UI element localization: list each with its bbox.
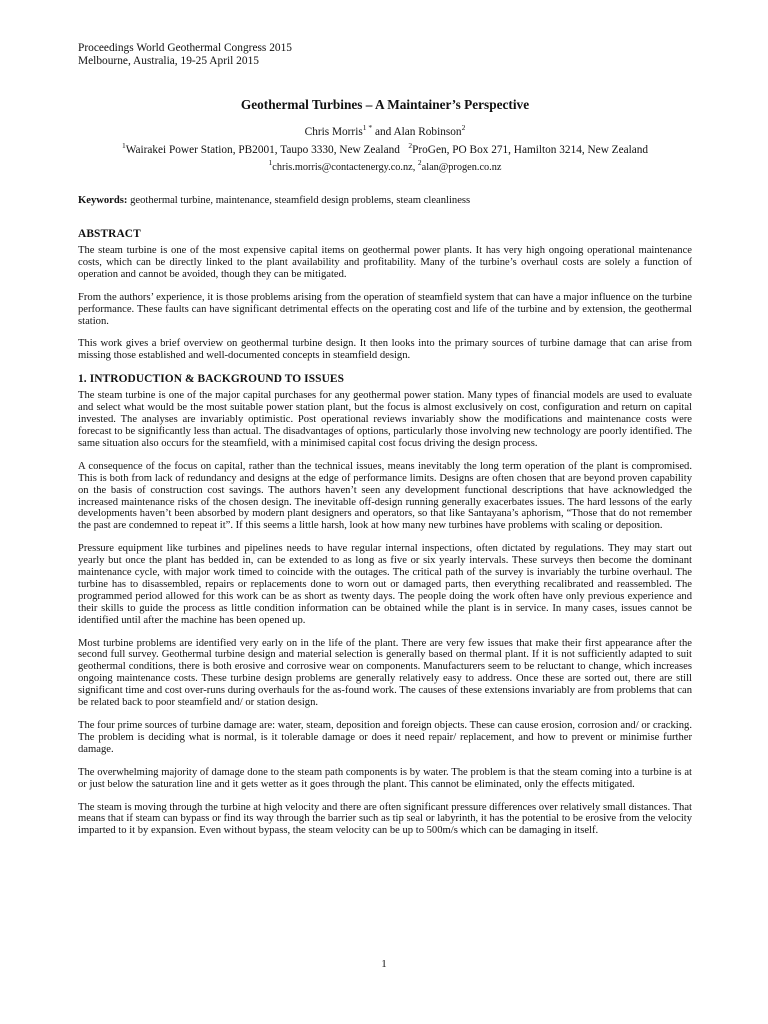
paper-title: Geothermal Turbines – A Maintainer’s Perspective — [240, 97, 530, 112]
conference-header — [78, 42, 692, 67]
email-address[interactable]: alan@progen.co.nz — [421, 162, 502, 173]
author-name: Chris Morris — [304, 126, 363, 138]
author-name: Alan Robinson — [393, 126, 462, 138]
email-line — [78, 158, 692, 173]
email-superscript: 1 — [268, 158, 273, 167]
author-line — [78, 123, 692, 138]
body-paragraph: The steam is moving through the turbine at high velocity and there are often significant pressure differences over relatively small distances. That means that if steam can bypass or find its way through the barrier such as tip seal or labyrinth, it has the potential to be erosive from the velocity imparted to it by expansion. Even without bypass, the steam velocity can be up to 500m/s which can be damaging in itself. — [78, 801, 692, 837]
body-paragraph: The steam turbine is one of the major capital purchases for any geothermal power station. Many types of financial models are used to evaluate and select what would be the most suitable power station plant, but the focus is almost exclusively on cost, configuration and return on capital invested. The analyses are invariably optimistic. Post operational reviews invariably show the modifications and maintenance costs were forecast to be significantly less than actual. The disadvantages of options, particularly those involving new technology are poorly identified. The same situation also occurs for the steamfield, with a minimised capital cost focus driving the design process. — [78, 390, 692, 449]
author-superscript: 2 — [461, 123, 466, 132]
author-superscript: 1 * — [362, 123, 373, 132]
affiliation: ProGen, PO Box 271, Hamilton 3214, New Zealand — [412, 144, 649, 156]
body-paragraph: A consequence of the focus on capital, rather than the technical issues, means inevitably the long term operation of the plant is compromised. This is both from lack of redundancy and designs at the edge of performance limits. Designs are often chosen that are beyond proven capability on the basis of construction cost savings. The authors haven’t seen any development functional descriptions that have acknowledged the increased maintenance risks of the chosen design. The inevitable off-design running generally exacerbates issues. The hard lessons of the early developments haven’t been absorbed by modern plant designers and operators, so that like Santayana’s aphorism, “Those that do not remember the past are condemned to repeat it”. If this seems a little harsh, look at how many new turbines have problems with scaling or deposition. — [78, 460, 692, 532]
email-address[interactable]: chris.morris@contactenergy.co.nz, — [272, 162, 416, 173]
conference-location: Melbourne, Australia, 19-25 April 2015 — [78, 54, 259, 67]
abstract-paragraph: The steam turbine is one of the most expensive capital items on geothermal power plants. It has very high ongoing operational maintenance costs, which can be directly linked to the plant availability and profitability. Many of the turbine’s overhaul costs are solely a function of operation and cannot be avoided, though they can be mitigated. — [78, 245, 692, 280]
abstract-paragraph: From the authors’ experience, it is those problems arising from the operation of steamfield system that can have a major influence on the turbine performance. These faults can have significant detrimental effects on the operating cost and life of the turbine and by extension, the geothermal station. — [78, 291, 692, 327]
author-conjunction: and — [374, 126, 392, 138]
page-number: 1 — [381, 958, 387, 970]
abstract-paragraph: This work gives a brief overview on geothermal turbine design. It then looks into the primary sources of turbine damage that can arise from missing those established and well-documented concepts in steamfield design. — [78, 338, 692, 362]
keywords — [78, 195, 692, 206]
abstract-heading: ABSTRACT — [78, 228, 141, 240]
affiliation: Wairakei Power Station, PB2001, Taupo 3330, New Zealand — [125, 144, 400, 156]
paper-page — [78, 42, 692, 848]
keywords-label: Keywords: — [78, 195, 128, 206]
affiliation-line — [78, 141, 692, 156]
body-paragraph: The four prime sources of turbine damage are: water, steam, deposition and foreign objects. These can cause erosion, corrosion and/ or cracking. The problem is deciding what is normal, is it tolerable damage or does it need repair/ replacement, and how to prevent or minimise further damage. — [78, 720, 692, 755]
email-superscript: 2 — [417, 158, 422, 167]
body-paragraph: Pressure equipment like turbines and pipelines needs to have regular internal inspections, often dictated by regulations. They may start out yearly but once the plant has bedded in, can be extended to as long as five or six yearly intervals. These surveys then become the dominant maintenance cycle, with major work timed to coincide with the outages. The critical path of the survey is invariably the turbine overhaul. The turbine has to disassembled, repairs or replacements done to worn out or damaged parts, then everything recalibrated and reassembled. The programmed period allowed for this work can be as short as twenty days. The people doing the work often have only previous experience and their skills to guide the process as little condition information can be obtained while the plant is in service. In many cases, issues cannot be identified until after the machine has been opened up. — [78, 543, 692, 626]
affiliation-superscript: 1 — [121, 141, 126, 150]
body-paragraph: Most turbine problems are identified very early on in the life of the plant. There are very few issues that make their first appearance after the second full survey. Geothermal turbine design and material selection is generally based on thermal plant. If it is not sufficiently adapted to suit geothermal conditions, there is both erosive and corrosive wear on components. Manufacturers seem to be reluctant to change, which increases ongoing maintenance costs. These turbine design problems are generally relatively easy to address. Once these are sorted out, there are still significant time and cost over-runs during overhauls for the as-found work. The causes of these extensions invariably are from problems that can be related back to poor steamfield and/ or station design. — [78, 637, 692, 709]
conference-name: Proceedings World Geothermal Congress 2015 — [78, 42, 292, 54]
section-heading: 1. INTRODUCTION & BACKGROUND TO ISSUES — [78, 373, 345, 386]
affiliation-superscript: 2 — [408, 141, 413, 150]
body-paragraph: The overwhelming majority of damage done to the steam path components is by water. The problem is that the steam coming into a turbine is at or just below the saturation line and it gets wetter as it goes through the plant. This cannot be eliminated, only the effects mitigated. — [78, 766, 692, 790]
keywords-list: geothermal turbine, maintenance, steamfield design problems, steam cleanliness — [130, 195, 471, 206]
